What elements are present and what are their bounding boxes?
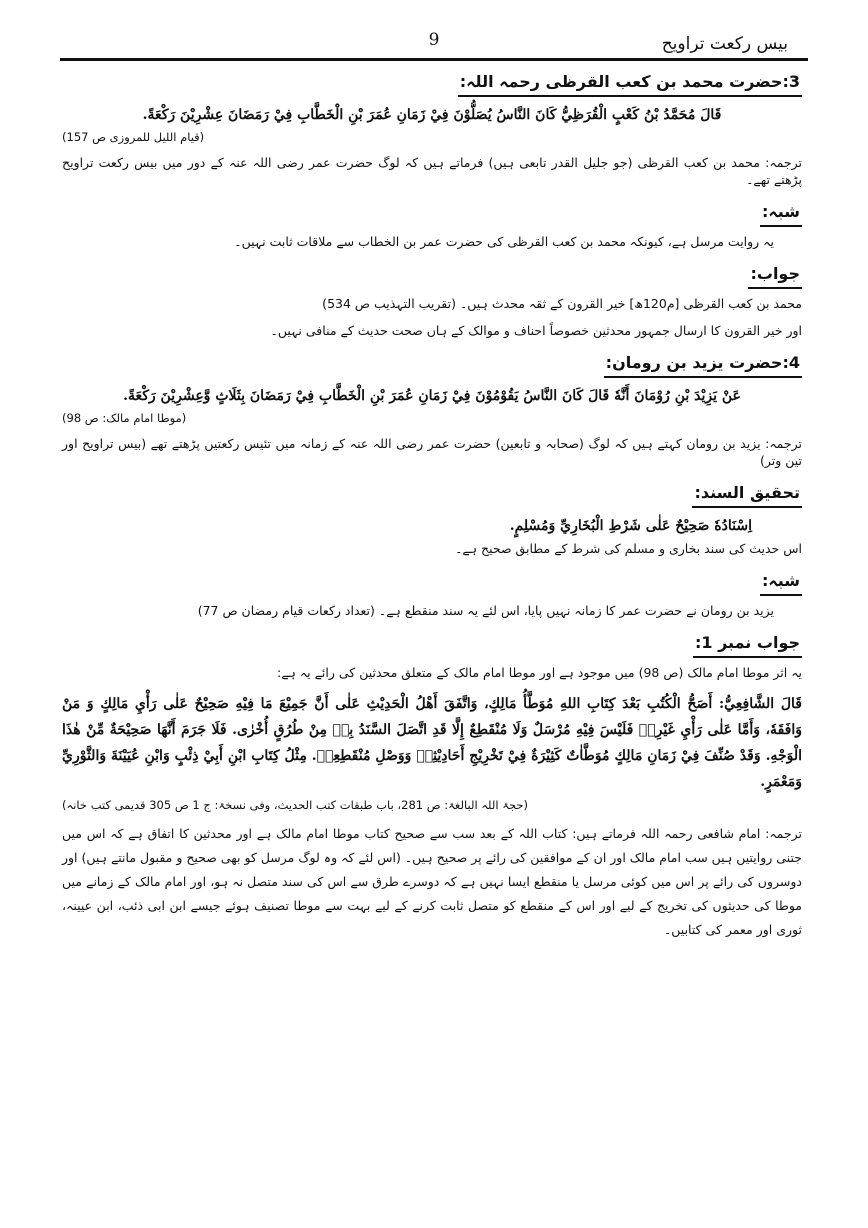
page-number: 9 (428, 30, 440, 50)
arabic-text: عَنْ يَزِيْدَ بْنِ رُوْمَانَ أَنَّهٗ قَالَ كَانَ النَّاسُ يَقُوْمُوْنَ فِيْ زَمَانِ عُمَرَ بْنِ الْخَطَّابِ فِيْ رَمَضَانَ بِثَلَاثٍ وَّعِشْرِيْنَ رَكْعَةً. (123, 388, 741, 404)
header-rule (60, 58, 808, 61)
header-title: بیس رکعت تراویح (661, 34, 788, 54)
section-heading-4: 4:حضرت یزید بن رومان: (604, 351, 802, 378)
tahqiq-text: اس حدیث کی سند بخاری و مسلم کی شرط کے مطابق صحیح ہے۔ (455, 541, 802, 556)
translation: ترجمہ: محمد بن کعب القرظی (جو جلیل القدر تابعی ہیں) فرماتے ہیں کہ لوگ حضرت عمر رضی اللہ عنہ کے دور میں بیس رکعت تراویح پڑھتے تھے۔ (62, 155, 802, 187)
tahqiq-arabic: اِسْنَادُهٗ صَحِيْحٌ عَلٰى شَرْطِ الْبُخَارِيِّ وَمُسْلِمٍ. (509, 518, 752, 534)
section-heading-3: 3:حضرت محمد بن کعب القرظی رحمہ اللہ: (458, 70, 802, 97)
doubt-heading: شبہ: (760, 200, 802, 227)
answer-line: محمد بن کعب القرظی [م120ھ] خیر القرون کے ثقہ محدث ہیں۔ (تقریب التہذیب ص 534) (322, 296, 802, 311)
answer-1-intro: یہ اثر موطا امام مالک (ص 98) میں موجود ہے اور موطا امام مالک کے متعلق محدثین کی رائے یہ ہے: (276, 665, 802, 680)
answer-1-translation: ترجمہ: امام شافعی رحمہ اللہ فرماتے ہیں: کتاب اللہ کے بعد سب سے صحیح کتاب موطا امام مالک ہے اور محدثین کا اتفاق ہے کہ اس میں جتنی روایتیں ہیں سب امام مالک اور ان کے موافقین کی رائے پر صحیح ہیں۔ (اس لئے کہ وہ لوگ مرسل کو بھی صحیح و مقبول مانتے ہیں) اور دوسروں کی رائے پر اس میں کوئی مرسل یا منقطع ایسا نہیں ہے کہ دوسرے طرق سے اس کی سند متصل نہ ہو، اور امام مالک کے زمانے میں موطا کی حدیثوں کی تخریج کے لیے اور اس کے منقطع کو متصل ثابت کرنے کے لیے بہت سے موطا تصنیف ہوئے جیسے ابن ابی ذئب، ابن عیینہ، ثوری اور معمر کی کتابیں۔ (61, 826, 802, 937)
page-content (62, 68, 802, 1188)
reference: (قیام اللیل للمروزی ص 157) (62, 130, 205, 144)
answer-1-arabic: قَالَ الشَّافِعِيُّ: أَصَحُّ الْكُتُبِ بَعْدَ كِتَابِ اللهِ مُوَطَّأُ مَالِكٍ، وَاتَّفَقَ أَهْلُ الْحَدِيْثِ عَلٰى أَنَّ جَمِيْعَ مَا فِيْهِ صَحِيْحٌ عَلٰى رَأْيِ مَالِكٍ وَ مَنْ وَافَقَهٗ، وَأَمَّا عَلٰى رَأْيِ غَيْرِهٖ فَلَيْسَ فِيْهِ مُرْسَلٌ وَلَا مُنْقَطِعٌ إِلَّا قَدِ اتَّصَلَ السَّنَدُ بِهٖ مِنْ طُرُقٍ أُخْرٰى. فَلَا جَرَمَ أَنَّهَا صَحِيْحَةٌ مِّنْ هٰذَا الْوَجْهِ. وَقَدْ صُنِّفَ فِيْ زَمَانِ مَالِكٍ مُوَطَّاٰتٌ كَثِيْرَةٌ فِيْ تَخْرِيْجِ أَحَادِيْثِهٖ وَوَصْلِ مُنْقَطِعِهٖ. مِثْلُ كِتَابِ ابْنِ أَبِيْ ذِئْبٍ وَابْنِ عُيَيْنَةَ وَالثَّوْرِيِّ وَمَعْمَرٍ. (62, 696, 803, 790)
answer-line: اور خیر القرون کا ارسال جمہور محدثین خصوصاً احناف و موالک کے ہاں صحت حدیث کے منافی نہیں۔ (270, 323, 802, 338)
doubt-heading: شبہ: (760, 569, 802, 596)
reference: (موطا امام مالک: ص 98) (62, 411, 187, 425)
reference: (حجۃ اللہ البالغۃ: ص 281، باب طبقات کتب الحدیث، وفی نسخۃ: ج 1 ص 305 قدیمی کتب خانہ) (62, 798, 528, 812)
translation: ترجمہ: یزید بن رومان کہتے ہیں کہ لوگ (صحابہ و تابعین) حضرت عمر رضی اللہ عنہ کے زمانہ میں تئیس رکعتیں پڑھتے تھے (بیس تراویح اور تین وتر) (62, 436, 802, 468)
answer-heading: جواب: (748, 262, 802, 289)
doubt-text: یزید بن رومان نے حضرت عمر کا زمانہ نہیں پایا، اس لئے یہ سند منقطع ہے۔ (تعداد رکعات قیام رمضان ص 77) (197, 603, 774, 618)
tahqiq-heading: تحقیق السند: (692, 481, 802, 508)
page-header (60, 22, 808, 58)
arabic-text: قَالَ مُحَمَّدُ بْنُ كَعْبٍ الْقُرَظِيُّ كَانَ النَّاسُ يُصَلُّوْنَ فِيْ زَمَانِ عُمَرَ بْنِ الْخَطَّابِ فِيْ رَمَضَانَ عِشْرِيْنَ رَكْعَةً. (142, 107, 722, 123)
answer-1-heading: جواب نمبر 1: (693, 631, 802, 658)
doubt-text: یہ روایت مرسل ہے، کیونکہ محمد بن کعب القرظی کی حضرت عمر بن الخطاب سے ملاقات ثابت نہیں۔ (234, 234, 774, 249)
